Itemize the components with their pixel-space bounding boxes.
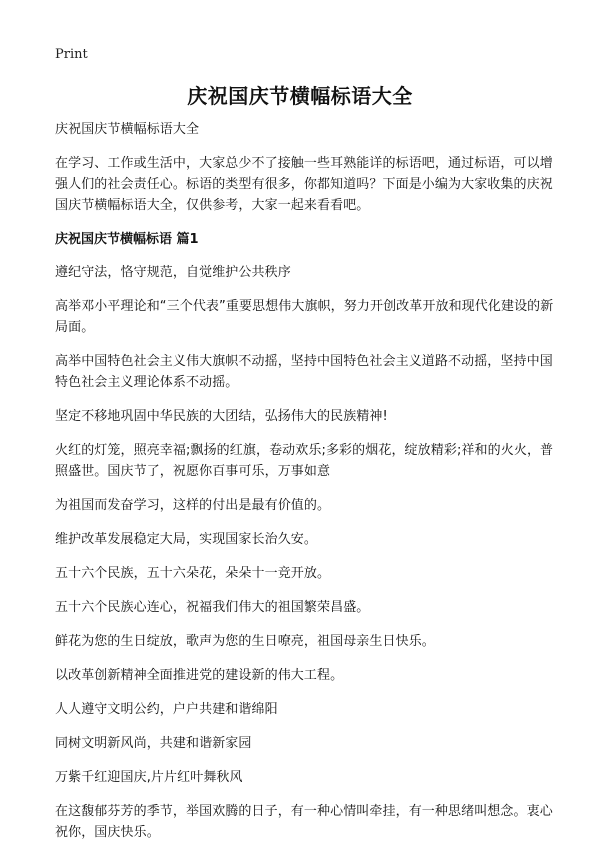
slogan-item: 万紫千红迎国庆,片片红叶舞秋风 [55,770,243,785]
slogan-item: 在这馥郁芬芳的季节，举国欢腾的日子，有一种心情叫牵挂，有一种思绪叫想念。衷心祝你，国庆快乐。 [55,804,553,840]
slogan-item: 遵纪守法，恪守规范，自觉维护公共秩序 [55,265,291,280]
slogan-item: 坚定不移地巩固中华民族的大团结，弘扬伟大的民族精神! [55,409,388,424]
section-heading: 庆祝国庆节横幅标语 篇1 [55,232,199,247]
slogan-item: 五十六个民族心连心，祝福我们伟大的祖国繁荣昌盛。 [55,600,370,615]
slogan-item: 高举中国特色社会主义伟大旗帜不动摇，坚持中国特色社会主义道路不动摇，坚持中国特色社会主义理论体系不动摇。 [55,354,553,390]
slogan-item: 以改革创新精神全面推进党的建设新的伟大工程。 [55,668,344,683]
slogan-item: 维护改革发展稳定大局，实现国家长治久安。 [55,532,318,547]
print-link[interactable]: Print [55,47,88,62]
slogan-item: 高举邓小平理论和“三个代表”重要思想伟大旗帜，努力开创改革开放和现代化建设的新局面。 [55,299,554,335]
slogan-item: 为祖国而发奋学习，这样的付出是最有价值的。 [55,498,331,513]
article-subtitle: 庆祝国庆节横幅标语大全 [55,122,200,137]
slogan-item: 人人遵守文明公约，户户共建和谐绵阳 [55,702,278,717]
slogan-item: 五十六个民族，五十六朵花，朵朵十一竞开放。 [55,566,331,581]
page-title: 庆祝国庆节横幅标语大全 [187,84,413,108]
slogan-item: 同树文明新风尚，共建和谐新家园 [55,736,252,751]
slogan-item: 鲜花为您的生日绽放，歌声为您的生日嘹亮，祖国母亲生日快乐。 [55,634,435,649]
slogan-item: 火红的灯笼，照亮幸福;飘扬的红旗，卷动欢乐;多彩的烟花，绽放精彩;祥和的火火，普照盛世。国庆节了，祝愿你百事可乐，万事如意 [55,443,554,479]
article-body [55,119,555,856]
intro-paragraph: 在学习、工作或生活中，大家总少不了接触一些耳熟能详的标语吧，通过标语，可以增强人们的社会责任心。标语的类型有很多，你都知道吗？下面是小编为大家收集的庆祝国庆节横幅标语大全，仅供参考，大家一起来看看吧。 [55,156,553,213]
